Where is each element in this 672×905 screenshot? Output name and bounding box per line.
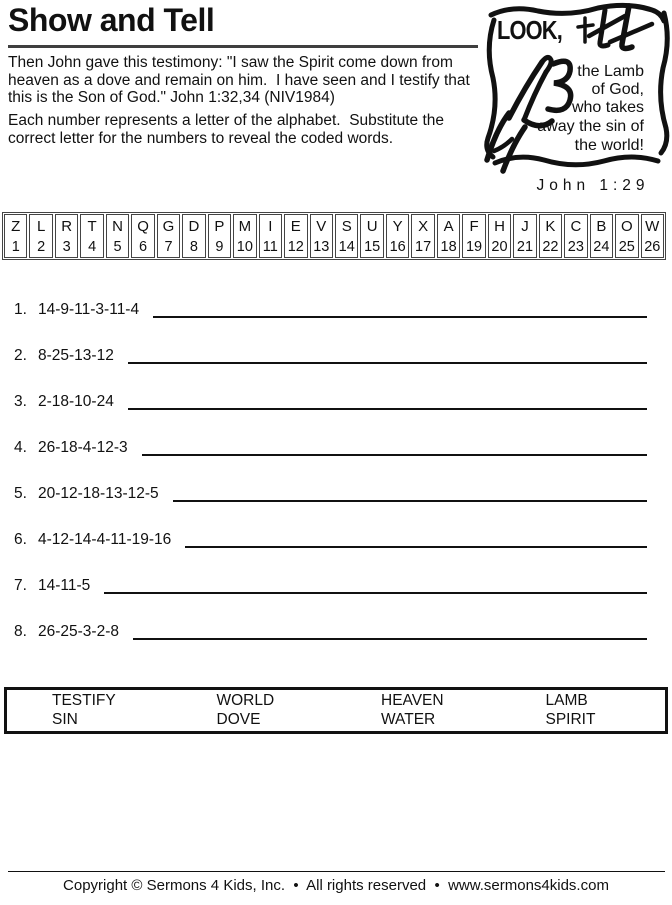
footer-rule [8,871,665,872]
cipher-cell [411,214,434,258]
verse-reference: John 1:29 [536,177,650,194]
answer-blank[interactable] [128,349,647,364]
cipher-letter: L [37,218,46,235]
lamb-text-line: the world! [574,137,644,154]
cipher-cell [360,214,383,258]
cipher-cell [488,214,511,258]
cipher-number: 18 [440,239,457,255]
answer-blank[interactable] [142,441,647,456]
look-label: LOOK, [497,16,562,46]
cipher-number: 19 [465,239,483,255]
cipher-number: 21 [516,239,534,255]
page-title: Show and Tell [8,2,215,38]
cipher-number: 15 [364,239,381,255]
cipher-cell [259,214,282,258]
word-bank-word: WATER [381,711,436,729]
cipher-number: 23 [567,239,584,255]
cipher-cell [437,214,460,258]
item-number: 2. [14,347,27,364]
cipher-letter: W [645,218,660,235]
cipher-letter: O [620,218,633,235]
cipher-cell [233,214,256,258]
cipher-cell [208,214,231,258]
pointing-hand-icon [487,57,571,171]
cipher-number: 7 [164,239,173,255]
answer-blank[interactable] [185,533,647,548]
cipher-letter: V [316,218,327,235]
cipher-number: 20 [491,239,508,255]
item-number: 4. [14,439,27,456]
cipher-number: 26 [644,239,661,255]
code-item [14,517,647,563]
item-number: 7. [14,577,27,594]
item-code: 20-12-18-13-12-5 [38,485,159,502]
text-line: heaven as a dove and remain on him. I have seen and I testify that [8,71,470,89]
cipher-cell [182,214,205,258]
cipher-cell [55,214,78,258]
text-line: Each number represents a letter of the alphabet. Substitute the [8,112,444,129]
code-item [14,609,647,655]
lamb-of-god-illustration [482,0,671,198]
cipher-letter: D [188,218,200,235]
item-number: 6. [14,531,27,548]
cipher-letter: E [290,218,301,235]
cipher-number: 14 [338,239,355,255]
cipher-letter: Q [137,218,149,235]
cipher-cell [310,214,333,258]
word-bank-word: TESTIFY [52,691,116,709]
cipher-letter: P [214,218,225,235]
code-item [14,425,647,471]
item-code: 26-25-3-2-8 [38,623,119,640]
answer-blank[interactable] [173,487,647,502]
item-number: 3. [14,393,27,410]
word-bank-word: HEAVEN [381,691,444,709]
lamb-text-line: of God, [591,81,644,98]
item-code: 14-9-11-3-11-4 [38,301,140,318]
word-bank [4,687,668,734]
code-item [14,287,647,333]
item-code: 8-25-13-12 [38,347,114,364]
cipher-number: 6 [138,239,148,255]
cipher-cell [335,214,358,258]
code-list [14,287,647,655]
item-code: 26-18-4-12-3 [38,439,128,456]
cipher-letter: F [469,218,479,235]
cipher-cell [615,214,638,258]
cipher-letter: C [570,218,582,235]
cipher-letter: B [596,218,607,235]
cipher-cell [641,214,664,258]
cipher-letter: G [162,218,175,235]
cipher-number: 17 [415,239,432,255]
cipher-cell [539,214,562,258]
cipher-number: 2 [37,239,46,255]
cipher-number: 4 [88,239,97,255]
cipher-number: 5 [113,239,122,255]
lamb-text-line: who takes [571,99,644,116]
cipher-cell [386,214,409,258]
cipher-number: 12 [287,239,304,255]
cipher-letter: Z [11,218,21,235]
cipher-number: 10 [236,239,253,255]
item-code: 2-18-10-24 [38,393,114,410]
text-line: this is the Son of God." John 1:32,34 (NIV1984) [8,89,335,107]
cipher-cell [80,214,103,258]
cipher-number: 25 [618,239,635,255]
cipher-key-table [2,212,666,260]
cipher-letter: J [521,218,529,235]
cipher-letter: X [418,218,429,235]
instructions-text [8,112,444,147]
item-number: 1. [14,301,27,318]
cipher-number: 24 [593,239,610,255]
cipher-cell [131,214,154,258]
code-item [14,333,647,379]
footer-text: Copyright © Sermons 4 Kids, Inc. • All rights reserved • www.sermons4kids.com [63,877,609,894]
cipher-letter: U [366,218,378,235]
answer-blank[interactable] [128,395,647,410]
item-number: 8. [14,623,27,640]
cipher-number: 1 [11,239,20,255]
cipher-cell [4,214,27,258]
scripture-text [8,54,470,107]
cipher-cell [157,214,180,258]
cipher-letter: N [112,218,123,235]
word-bank-word: LAMB [545,691,588,709]
answer-blank[interactable] [104,579,647,594]
cipher-cell [462,214,485,258]
cipher-letter: K [545,218,556,235]
answer-blank[interactable] [133,625,647,640]
cipher-letter: H [494,218,505,235]
lamb-text-line: away the sin of [537,118,644,135]
cipher-cell [513,214,536,258]
cipher-number: 16 [389,239,406,255]
code-item [14,471,647,517]
word-bank-word: SPIRIT [545,711,596,729]
cipher-letter: I [268,218,273,235]
title-rule [8,45,478,48]
word-bank-word: WORLD [216,691,275,709]
item-code: 14-11-5 [38,577,91,594]
cipher-cell [564,214,587,258]
cipher-letter: R [61,218,73,235]
cipher-number: 13 [313,239,330,255]
cipher-number: 3 [62,239,71,255]
cipher-number: 22 [542,239,559,255]
text-line: correct letter for the numbers to reveal the coded words. [8,129,394,147]
cipher-cell [29,214,52,258]
cipher-letter: S [341,218,352,235]
cipher-letter: A [443,218,454,235]
cipher-letter: T [87,218,97,235]
cipher-letter: Y [392,218,403,235]
item-code: 4-12-14-4-11-19-16 [38,531,172,548]
item-number: 5. [14,485,27,502]
word-bank-word: DOVE [216,711,261,729]
cipher-number: 8 [189,239,198,255]
code-item [14,379,647,425]
text-line: Then John gave this testimony: "I saw the Spirit come down from [8,54,453,71]
cipher-number: 9 [215,239,224,255]
code-item [14,563,647,609]
cipher-letter: M [238,218,252,235]
cipher-cell [284,214,307,258]
answer-blank[interactable] [153,303,647,318]
lamb-text-line: the Lamb [577,63,644,80]
word-bank-word: SIN [52,711,78,729]
cipher-number: 11 [262,239,278,255]
cipher-cell [590,214,613,258]
cipher-cell [106,214,129,258]
